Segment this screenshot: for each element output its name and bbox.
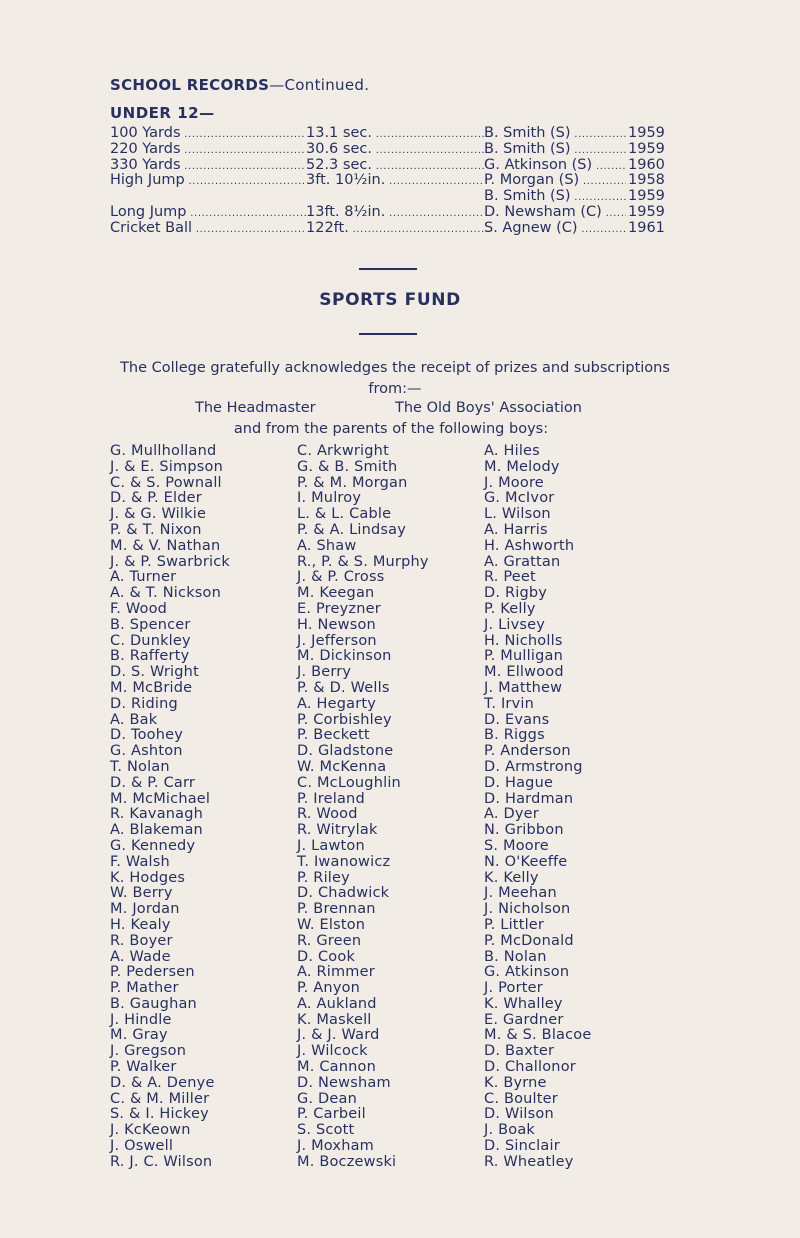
donor-name: C. & S. Pownall [110, 474, 222, 491]
record-row [110, 142, 680, 158]
donor-name: J. Moore [484, 474, 544, 491]
donor-name: P. & A. Lindsay [297, 521, 407, 538]
donor-name: A. Blakeman [110, 822, 203, 839]
donor-name: D. Sinclair [484, 1138, 560, 1155]
records-heading-title: SCHOOL RECORDS [110, 76, 270, 94]
record-event: Long Jump ..... [110, 205, 306, 222]
record-performance: 122ft. ..... [306, 221, 484, 238]
donor-name: M. Keegan [297, 585, 375, 602]
record-event: Cricket Ball ..... [110, 221, 306, 238]
donor-name: D. Cook [297, 948, 356, 965]
donor-name: B. Riggs [484, 727, 545, 744]
donor-name: R. Wood [297, 806, 358, 823]
donor-name: D. & P. Elder [110, 490, 202, 507]
donor-name: P. & M. Morgan [297, 474, 408, 491]
donor-name: P. Littler [484, 916, 545, 933]
record-year: 1959 [628, 126, 665, 141]
donor-name: G. McIvor [484, 490, 555, 507]
record-event: 220 Yards ..... [110, 142, 306, 159]
donor-name: P. Walker [110, 1059, 177, 1076]
donor-name: P. Anderson [484, 743, 571, 760]
donor-name: P. Carbeil [297, 1106, 366, 1123]
donor-name: J. & G. Wilkie [110, 506, 207, 523]
donor-name: R. Green [297, 932, 362, 949]
donor-name: M. Boczewski [297, 1153, 397, 1170]
record-year: 1958 [628, 173, 665, 189]
names-column-3 [484, 444, 592, 1171]
donor-name: K. Maskell [297, 1011, 372, 1028]
record-event: 330 Yards ..... [110, 158, 306, 175]
record-holder: B. Smith (S) ..... [484, 142, 626, 159]
donor-name: C. & M. Miller [110, 1090, 210, 1107]
donor-name: P. & T. Nixon [110, 521, 202, 538]
donor-name: N. O'Keeffe [484, 853, 568, 870]
donor-name: D. Riding [110, 695, 178, 712]
donor-name: R. Kavanagh [110, 806, 204, 823]
records-table [110, 126, 680, 237]
donor-name: K. Kelly [484, 869, 539, 886]
donor-name: R. Witrylak [297, 822, 378, 839]
donor-name: I. Mulroy [297, 490, 362, 507]
record-year: 1961 [628, 220, 665, 236]
record-performance: 52.3 sec. ..... [306, 158, 484, 175]
donor-name: P. Pedersen [110, 964, 195, 981]
donor-name: R. J. C. Wilson [110, 1153, 213, 1170]
donor-name: A. Shaw [297, 537, 357, 554]
donor-name: D. Wilson [484, 1106, 554, 1123]
donor-name: P. Kelly [484, 600, 536, 617]
donor-name: M. Cannon [297, 1059, 376, 1076]
donor-name: M. Jordan [110, 901, 180, 918]
donor-name: J. Jefferson [297, 632, 377, 649]
donor-name: F. Wood [110, 600, 168, 617]
donor-name: A. Turner [110, 569, 177, 586]
record-holder: D. Newsham (C) ..... [484, 205, 626, 222]
donor-name: A. Hiles [484, 443, 540, 459]
donor-name: J. & P. Cross [297, 569, 385, 586]
donor-name: J. Hindle [110, 1011, 172, 1028]
donor-name: G. Kennedy [110, 837, 196, 854]
donor-name: T. Nolan [110, 758, 170, 775]
donor-name: A. Wade [110, 948, 171, 965]
donor-name: D. & P. Carr [110, 774, 196, 791]
donor-name: J. Livsey [484, 616, 546, 633]
donor-name: P. Brennan [297, 901, 376, 918]
record-year: 1959 [628, 204, 665, 220]
donor-name: D. Evans [484, 711, 550, 728]
donor-name: A. & T. Nickson [110, 585, 222, 602]
donor-name: P. Corbishley [297, 711, 392, 728]
under-12-heading: UNDER 12— [110, 104, 215, 122]
record-holder: G. Atkinson (S) ..... [484, 158, 626, 175]
record-performance: 13ft. 8½in. ..... [306, 205, 484, 222]
record-holder: P. Morgan (S) ..... [484, 173, 626, 190]
donor-old-boys: The Old Boys' Association [395, 400, 582, 416]
donor-name: P. McDonald [484, 932, 574, 949]
donor-name: D. Chadwick [297, 885, 390, 902]
donor-name: R. Peet [484, 569, 536, 586]
donor-name: B. Nolan [484, 948, 547, 965]
donor-name: G. Mullholland [110, 443, 217, 459]
donor-name: D. Rigby [484, 585, 548, 602]
donor-name: P. Mather [110, 980, 179, 997]
records-heading-continued: —Continued. [269, 76, 370, 94]
donor-name: A. Rimmer [297, 964, 375, 981]
donor-name: W. Elston [297, 916, 366, 933]
records-heading [110, 76, 369, 94]
donor-name: G. Dean [297, 1090, 358, 1107]
donor-name: J. Wilcock [297, 1043, 368, 1060]
record-event: High Jump ..... [110, 173, 306, 190]
donor-name: B. Rafferty [110, 648, 190, 665]
donor-name: P. Mulligan [484, 648, 563, 665]
names-column-2 [297, 444, 429, 1171]
donor-name: D. Hardman [484, 790, 574, 807]
record-year: 1959 [628, 189, 665, 205]
record-year: 1960 [628, 157, 665, 173]
record-performance: 13.1 sec. ..... [306, 126, 484, 143]
record-row [110, 189, 680, 205]
donor-name: C. Arkwright [297, 443, 389, 459]
donor-name: A. Harris [484, 521, 548, 538]
donor-name: P. Beckett [297, 727, 370, 744]
donor-name: M. & V. Nathan [110, 537, 221, 554]
donor-name: D. Newsham [297, 1074, 391, 1091]
donor-name: D. Gladstone [297, 743, 394, 760]
record-row [110, 173, 680, 189]
donor-name: A. Aukland [297, 995, 377, 1012]
donor-name: R., P. & S. Murphy [297, 553, 429, 570]
donor-name: R. Boyer [110, 932, 173, 949]
donor-name: P. Ireland [297, 790, 365, 807]
donor-name: T. Iwanowicz [297, 853, 391, 870]
donor-name: D. S. Wright [110, 664, 199, 681]
donor-name: P. & D. Wells [297, 679, 390, 696]
record-row [110, 158, 680, 174]
donor-name: J. Matthew [484, 679, 563, 696]
donor-name: M. Ellwood [484, 664, 564, 681]
record-row [110, 205, 680, 221]
donor-name: M. & S. Blacoe [484, 1027, 592, 1044]
donor-name: J. Porter [484, 980, 543, 997]
donor-name: T. Irvin [484, 695, 534, 712]
donor-name: E. Gardner [484, 1011, 564, 1028]
donor-name: D. & A. Denye [110, 1074, 215, 1091]
donor-name: S. Scott [297, 1122, 355, 1139]
record-holder: S. Agnew (C) ..... [484, 221, 626, 238]
donor-name: J. KcKeown [110, 1122, 191, 1139]
donor-name: D. Hague [484, 774, 554, 791]
fund-intro: The College gratefully acknowledges the receipt of prizes and subscriptions from:— [120, 360, 670, 397]
donor-name: W. Berry [110, 885, 173, 902]
donor-name: C. Dunkley [110, 632, 191, 649]
donor-name: J. Moxham [297, 1138, 375, 1155]
donor-name: J. Nicholson [484, 901, 571, 918]
donor-name: W. McKenna [297, 758, 387, 775]
donor-name: J. Meehan [484, 885, 557, 902]
donor-name: G. & B. Smith [297, 458, 398, 475]
donor-name: B. Spencer [110, 616, 191, 633]
record-performance: 30.6 sec. ..... [306, 142, 484, 159]
donor-name: A. Hegarty [297, 695, 377, 712]
donor-name: K. Hodges [110, 869, 186, 886]
donor-name: S. & I. Hickey [110, 1106, 209, 1123]
divider-top [359, 268, 417, 270]
record-holder: B. Smith (S) ..... [484, 126, 626, 143]
donor-name: D. Toohey [110, 727, 184, 744]
record-row [110, 126, 680, 142]
donor-name: G. Ashton [110, 743, 183, 760]
donor-name: A. Bak [110, 711, 158, 728]
donor-name: A. Dyer [484, 806, 539, 823]
donor-name: B. Gaughan [110, 995, 197, 1012]
divider-bottom [359, 333, 417, 335]
donor-name: M. Dickinson [297, 648, 392, 665]
donor-name: J. & E. Simpson [110, 458, 223, 475]
donor-name: J. & J. Ward [297, 1027, 380, 1044]
donor-name: N. Gribbon [484, 822, 564, 839]
record-event: 100 Yards ..... [110, 126, 306, 143]
donor-name: J. Berry [297, 664, 352, 681]
donor-name: P. Anyon [297, 980, 361, 997]
donor-name: E. Preyzner [297, 600, 381, 617]
donor-name: H. Nicholls [484, 632, 563, 649]
record-holder: B. Smith (S) ..... [484, 189, 626, 206]
donor-name: H. Ashworth [484, 537, 575, 554]
parents-line: and from the parents of the following boys: [233, 421, 549, 437]
donor-name: M. McBride [110, 679, 193, 696]
donor-name: L. Wilson [484, 506, 551, 523]
donor-name: J. & P. Swarbrick [110, 553, 230, 570]
donor-name: G. Atkinson [484, 964, 570, 981]
donor-name: A. Grattan [484, 553, 561, 570]
record-year: 1959 [628, 141, 665, 157]
donor-name: S. Moore [484, 837, 549, 854]
donor-name: P. Riley [297, 869, 350, 886]
donor-name: K. Byrne [484, 1074, 547, 1091]
donor-name: J. Boak [484, 1122, 535, 1139]
donor-name: M. Gray [110, 1027, 168, 1044]
record-row [110, 221, 680, 237]
names-column-1 [110, 444, 230, 1171]
donor-name: J. Lawton [297, 837, 365, 854]
donor-name: J. Oswell [110, 1138, 174, 1155]
donor-name: C. Boulter [484, 1090, 558, 1107]
donor-name: L. & L. Cable [297, 506, 392, 523]
donor-name: R. Wheatley [484, 1153, 574, 1170]
donor-name: J. Gregson [110, 1043, 187, 1060]
donor-name: H. Newson [297, 616, 376, 633]
donor-name: F. Walsh [110, 853, 170, 870]
donor-name: K. Whalley [484, 995, 563, 1012]
donor-name: D. Armstrong [484, 758, 583, 775]
sports-fund-title: SPORTS FUND [319, 290, 461, 310]
donor-name: M. Melody [484, 458, 560, 475]
donor-name: H. Kealy [110, 916, 171, 933]
donor-name: C. McLoughlin [297, 774, 401, 791]
donor-name: D. Baxter [484, 1043, 555, 1060]
donor-name: M. McMichael [110, 790, 211, 807]
donor-name: D. Challonor [484, 1059, 576, 1076]
donor-headmaster: The Headmaster [195, 400, 316, 416]
record-performance: 3ft. 10½in. ..... [306, 173, 484, 190]
